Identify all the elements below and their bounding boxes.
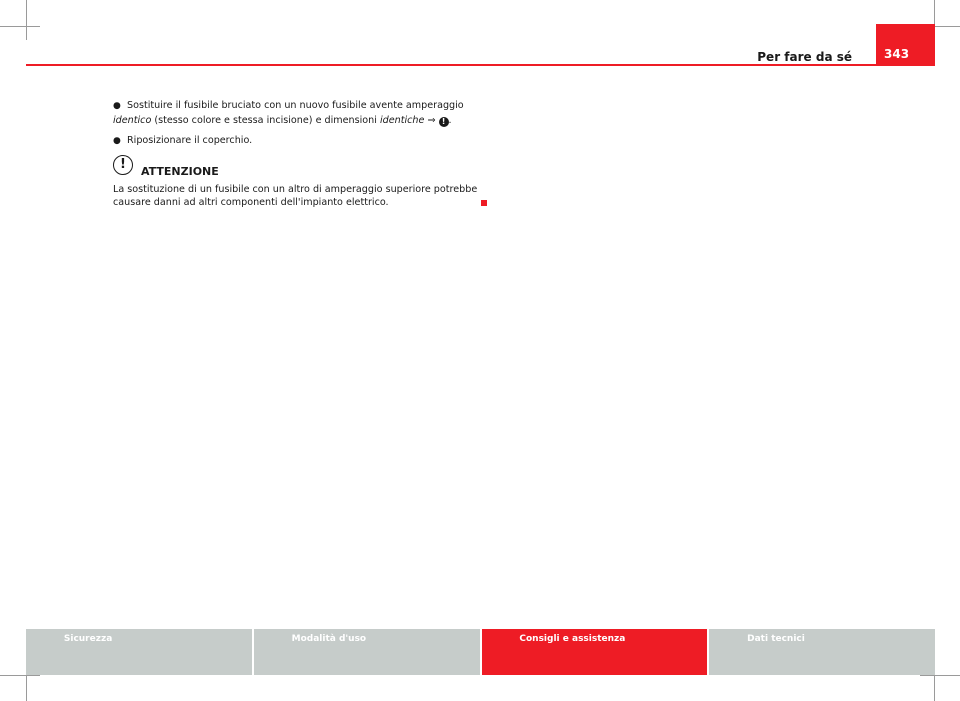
nav-tab-label: Sicurezza <box>63 634 113 644</box>
page-title: Per fare da sé <box>757 50 852 64</box>
warning-reference-icon[interactable]: ! <box>439 117 449 127</box>
warning-text: La sostituzione di un fusibile con un altro di amperaggio superiore potrebbe causare danni ad altri componenti dell'impianto elettrico. <box>113 183 478 208</box>
nav-tab-modalita-uso[interactable] <box>254 629 482 675</box>
page-number-tab <box>876 24 935 64</box>
bullet-icon: ● <box>113 136 121 146</box>
italic-term: identiche <box>379 114 425 126</box>
warning-header <box>113 156 483 183</box>
italic-term: identico <box>113 114 152 126</box>
main-content <box>113 99 483 210</box>
bullet-text: (stesso colore e stessa incisione) e dimensioni <box>151 114 380 126</box>
footer-nav <box>26 629 935 675</box>
nav-tab-label: Modalità d'uso <box>291 634 367 644</box>
bullet-text: Sostituire il fusibile bruciato con un nuovo fusibile avente amperaggio <box>127 100 464 111</box>
list-item <box>113 134 483 149</box>
section-end-marker <box>481 200 487 206</box>
nav-tab-label: Consigli e assistenza <box>519 634 626 644</box>
nav-tab-consigli-assistenza[interactable] <box>482 629 710 675</box>
nav-tab-label: Dati tecnici <box>747 634 805 644</box>
crop-mark <box>0 26 40 27</box>
nav-tab-sicurezza[interactable] <box>26 629 254 675</box>
exclamation-icon: ! <box>113 155 133 175</box>
page-number: 343 <box>884 47 910 61</box>
crop-mark <box>0 675 40 676</box>
reference-arrow[interactable]: ⇒ <box>424 114 439 126</box>
header-rule <box>26 64 935 66</box>
nav-tab-dati-tecnici[interactable] <box>709 629 935 675</box>
bullet-icon: ● <box>113 101 121 111</box>
warning-block <box>113 156 483 210</box>
crop-mark <box>26 0 27 40</box>
crop-mark <box>920 675 960 676</box>
bullet-text: Riposizionare il coperchio. <box>127 135 253 146</box>
warning-title: ATTENZIONE <box>141 164 219 178</box>
list-item: ● Sostituire il fusibile bruciato con un nuovo fusibile avente amperaggio identico (stesso colore e stessa incisione) e dimensioni identiche ⇒ ! . <box>113 100 464 126</box>
